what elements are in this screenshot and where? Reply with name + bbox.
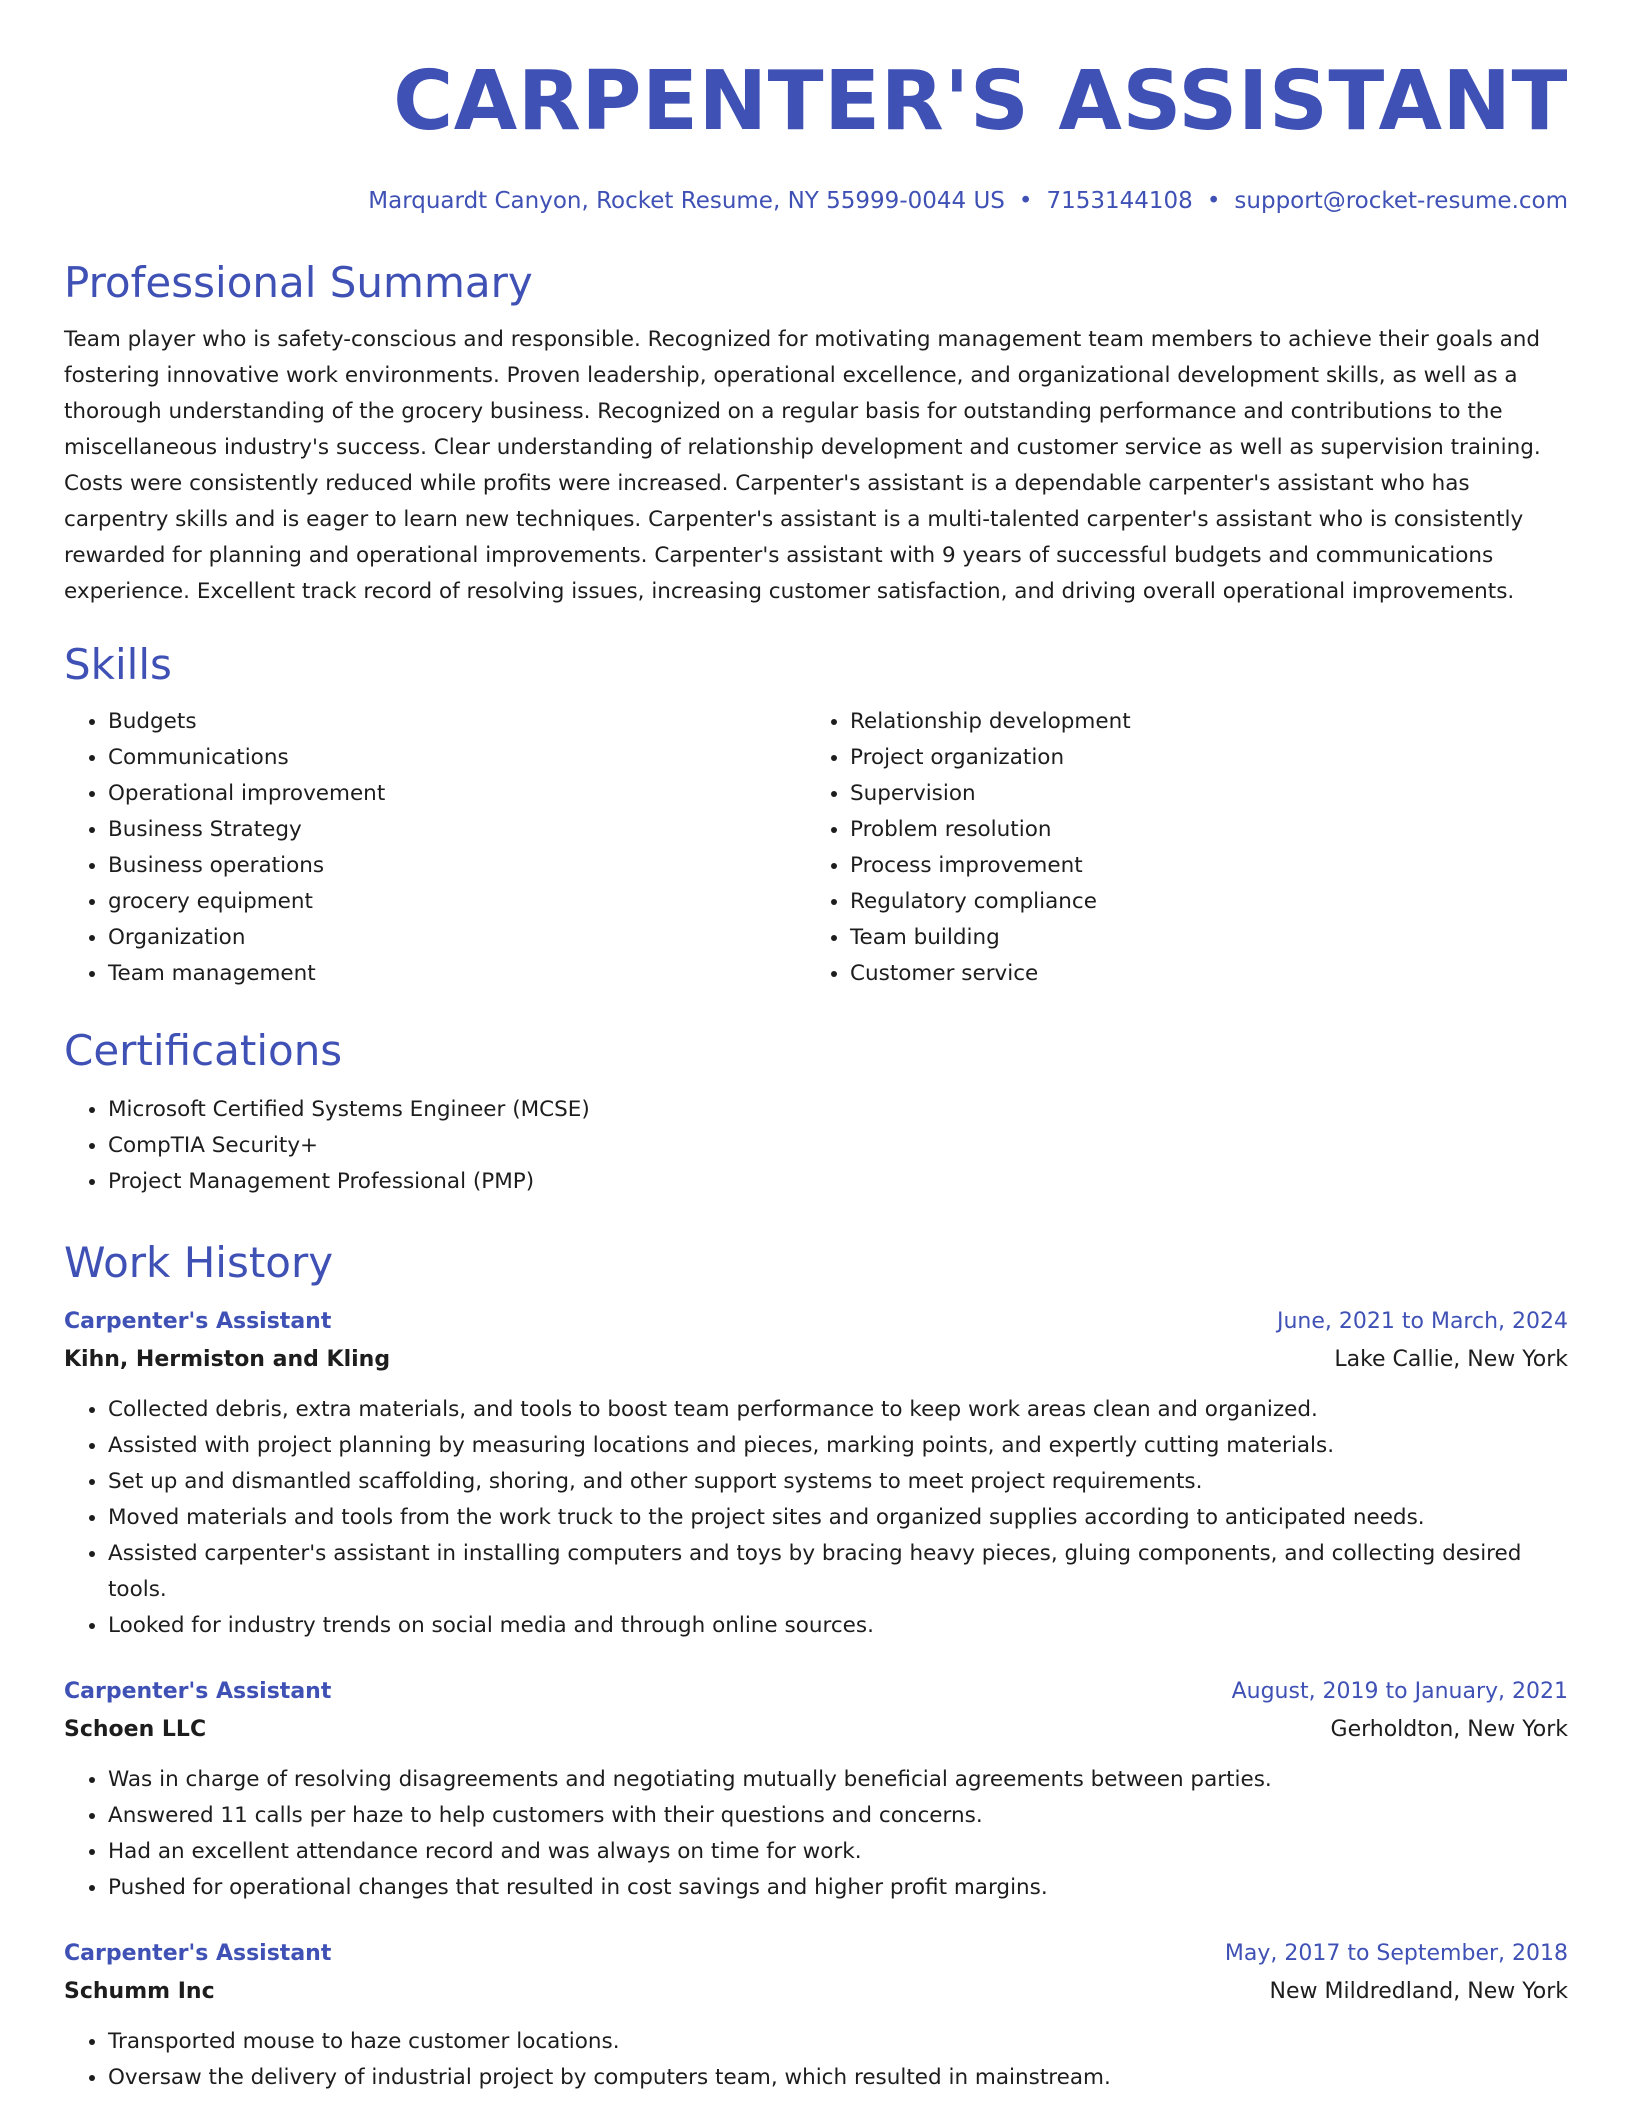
certification-item: • Project Management Professional (PMP) xyxy=(108,1164,1568,1200)
job-header-row xyxy=(64,1674,1568,1710)
job-location: New Mildredland, New York xyxy=(1269,1979,1568,2004)
job-bullet: • Set up and dismantled scaffolding, shoring, and other support systems to meet project requirements. xyxy=(108,1464,1568,1500)
job-location: Gerholdton, New York xyxy=(1330,1717,1568,1742)
skill-item: • Business Strategy xyxy=(108,812,806,848)
job-bullet: • Was in charge of resolving disagreements and negotiating mutually beneficial agreements between parties. xyxy=(108,1762,1568,1798)
resume-name: CARPENTER'S ASSISTANT xyxy=(393,54,1568,149)
skill-item: • Operational improvement xyxy=(108,776,806,812)
skill-item: • Team building xyxy=(850,920,1568,956)
skill-item: • Project organization xyxy=(850,740,1568,776)
work-history-heading: Work History xyxy=(64,1238,334,1287)
job-entry xyxy=(64,1674,1568,1906)
job-company-row xyxy=(64,1340,1568,1380)
job-dates: June, 2021 to March, 2024 xyxy=(1277,1309,1568,1334)
job-bullets xyxy=(64,1762,1568,1906)
job-bullet: • Transported mouse to haze customer locations. xyxy=(108,2024,1568,2060)
job-company-row xyxy=(64,1710,1568,1750)
contact-phone: 7153144108 xyxy=(1046,188,1193,214)
skill-item: • grocery equipment xyxy=(108,884,806,920)
skills-list-right xyxy=(806,704,1568,992)
skills-heading: Skills xyxy=(64,640,172,689)
job-bullet: • Looked for industry trends on social media and through online sources. xyxy=(108,1608,1568,1644)
job-bullets xyxy=(64,2024,1568,2096)
job-header-row xyxy=(64,1936,1568,1972)
certifications-list xyxy=(64,1092,1568,1200)
job-company: Schumm Inc xyxy=(64,1979,215,2004)
job-bullet: • Pushed for operational changes that resulted in cost savings and higher profit margins. xyxy=(108,1870,1568,1906)
job-header-row xyxy=(64,1304,1568,1340)
certification-item: • CompTIA Security+ xyxy=(108,1128,1568,1164)
contact-separator: • xyxy=(1206,188,1221,214)
skill-item: • Organization xyxy=(108,920,806,956)
job-company-row xyxy=(64,1972,1568,2012)
job-bullet: • Assisted with project planning by measuring locations and pieces, marking points, and expertly cutting materials. xyxy=(108,1428,1568,1464)
skill-item: • Business operations xyxy=(108,848,806,884)
skill-item: • Process improvement xyxy=(850,848,1568,884)
job-entry xyxy=(64,1304,1568,1644)
skill-item: • Budgets xyxy=(108,704,806,740)
job-bullet: • Had an excellent attendance record and was always on time for work. xyxy=(108,1834,1568,1870)
skill-item: • Supervision xyxy=(850,776,1568,812)
job-dates: May, 2017 to September, 2018 xyxy=(1224,1941,1568,1966)
contact-line xyxy=(64,186,1568,216)
summary-heading: Professional Summary xyxy=(64,258,533,307)
skill-item: • Customer service xyxy=(850,956,1568,992)
contact-email: support@rocket-resume.com xyxy=(1234,188,1568,214)
certifications-heading: Certifications xyxy=(64,1026,343,1075)
certification-item: • Microsoft Certified Systems Engineer (MCSE) xyxy=(108,1092,1568,1128)
job-bullet: • Collected debris, extra materials, and tools to boost team performance to keep work areas clean and organized. xyxy=(108,1392,1568,1428)
job-company: Kihn, Hermiston and Kling xyxy=(64,1347,391,1372)
job-location: Lake Callie, New York xyxy=(1334,1347,1568,1372)
job-title: Carpenter's Assistant xyxy=(64,1309,332,1334)
job-entry xyxy=(64,1936,1568,2096)
job-bullets xyxy=(64,1392,1568,1644)
skill-item: • Problem resolution xyxy=(850,812,1568,848)
job-bullet: • Assisted carpenter's assistant in installing computers and toys by bracing heavy pieces, gluing components, and collecting desired tools. xyxy=(108,1536,1568,1608)
job-bullet: • Answered 11 calls per haze to help customers with their questions and concerns. xyxy=(108,1798,1568,1834)
job-bullet: • Oversaw the delivery of industrial project by computers team, which resulted in mainstream. xyxy=(108,2060,1568,2096)
contact-separator: • xyxy=(1018,188,1033,214)
job-title: Carpenter's Assistant xyxy=(64,1941,332,1966)
contact-address: Marquardt Canyon, Rocket Resume, NY 55999-0044 US xyxy=(368,188,1005,214)
skill-item: • Communications xyxy=(108,740,806,776)
skills-grid xyxy=(64,704,1568,992)
job-title: Carpenter's Assistant xyxy=(64,1679,332,1704)
skill-item: • Regulatory compliance xyxy=(850,884,1568,920)
job-company: Schoen LLC xyxy=(64,1717,207,1742)
job-bullet: • Moved materials and tools from the work truck to the project sites and organized supplies according to anticipated needs. xyxy=(108,1500,1568,1536)
job-dates: August, 2019 to January, 2021 xyxy=(1231,1679,1568,1704)
skills-list-left xyxy=(64,704,806,992)
skill-item: • Team management xyxy=(108,956,806,992)
summary-text: Team player who is safety-conscious and responsible. Recognized for motivating management team members to achieve their goals and fostering innovative work environments. Proven leadership, operational excellence, and organizational development skills, as well as a thorough understanding of the grocery business. Recognized on a regular basis for outstanding performance and contributions to the miscellaneous industry's success. Clear understanding of relationship development and customer service as well as supervision training. Costs were consistently reduced while profits were increased. Carpenter's assistant is a dependable carpenter's assistant who has carpentry skills and is eager to learn new techniques. Carpenter's assistant is a multi-talented carpenter's assistant who is consistently rewarded for planning and operational improvements. Carpenter's assistant with 9 years of successful budgets and communications experience. Excellent track record of resolving issues, increasing customer satisfaction, and driving overall operational improvements. xyxy=(64,327,1541,604)
skill-item: • Relationship development xyxy=(850,704,1568,740)
